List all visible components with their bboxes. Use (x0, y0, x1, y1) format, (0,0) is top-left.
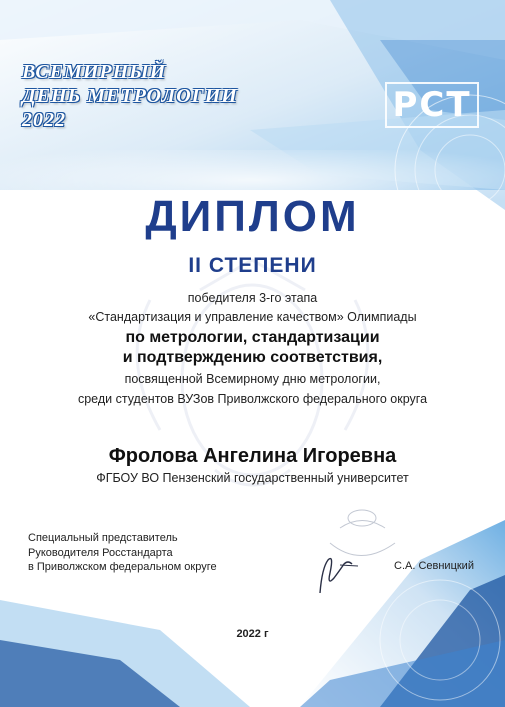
issue-year: 2022 г (236, 628, 269, 640)
diploma-title: ДИПЛОМ (145, 192, 360, 241)
signature-icon (300, 498, 410, 598)
award-line-5: посвященной Всемирному дню метрологии, (124, 372, 381, 386)
signatory-role-line1: Специальный представитель (28, 532, 178, 544)
award-line-6: среди студентов ВУЗов Приволжского федерального округа (77, 392, 428, 406)
event-title (22, 60, 312, 132)
rst-logo (385, 82, 479, 128)
award-line-1: победителя 3-го этапа (187, 291, 318, 305)
rst-logo-text: РСТ (392, 85, 472, 125)
award-line-4: и подтверждению соответствия, (122, 349, 383, 366)
event-title-line3: 2022 (22, 109, 66, 131)
signatory-role-line2: Руководителя Росстандарта (28, 546, 173, 559)
signer-name: С.А. Севницкий (394, 560, 474, 572)
event-title-line1: ВСЕМИРНЫЙ (22, 61, 167, 83)
award-line-2: «Стандартизация и управление качеством» Олимпиады (88, 310, 417, 324)
signatory-role (28, 531, 217, 575)
recipient-name: Фролова Ангелина Игоревна (108, 445, 397, 467)
diploma-degree: II СТЕПЕНИ (188, 254, 317, 277)
recipient-university: ФГБОУ ВО Пензенский государственный университет (96, 471, 409, 485)
signatory-role-line3: в Приволжском федеральном округе (28, 561, 217, 573)
event-title-line2: ДЕНЬ МЕТРОЛОГИИ (22, 85, 238, 107)
award-line-3: по метрологии, стандартизации (125, 329, 380, 346)
